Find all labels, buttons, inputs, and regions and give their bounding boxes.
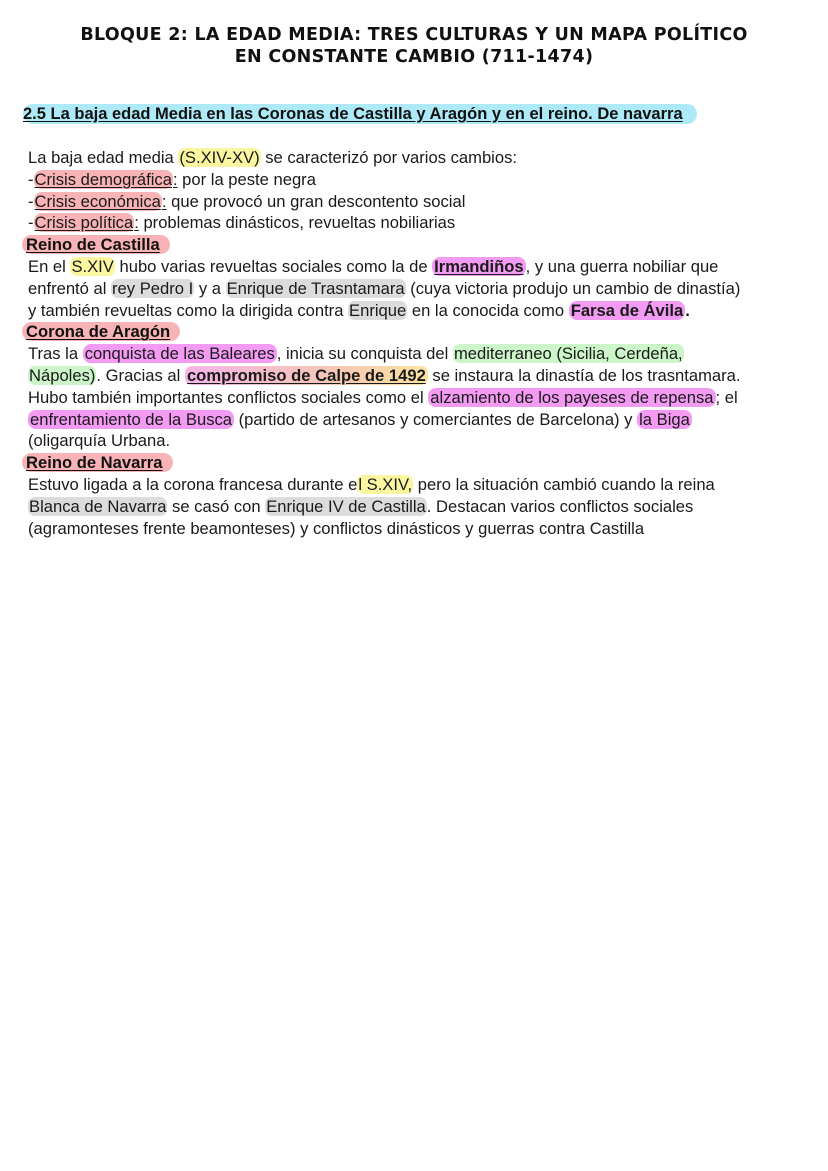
aragon-line-3 bbox=[28, 387, 818, 409]
text: en la conocida como bbox=[407, 300, 569, 320]
highlight-enrique-iv: Enrique IV de Castilla bbox=[266, 496, 426, 516]
crisis-item-demografica bbox=[28, 169, 818, 191]
section-heading bbox=[23, 105, 697, 124]
text: (oligarquía Urbana. bbox=[28, 431, 171, 451]
text: . Destacan varios conflictos sociales bbox=[426, 496, 694, 516]
text: se instaura la dinastía de los trasntamara. bbox=[427, 365, 741, 385]
text: se caracterizó por varios cambios: bbox=[260, 148, 518, 167]
highlight-baleares: conquista de las Baleares bbox=[84, 344, 275, 364]
highlight-napoles: Nápoles) bbox=[29, 365, 96, 385]
text: , inicia su conquista del bbox=[276, 344, 453, 364]
section-heading-text: 2.5 La baja edad Media en las Coronas de Castilla y Aragón y en el reino. De navarra bbox=[23, 104, 697, 124]
highlight-irmandinos: Irmandiños bbox=[434, 256, 524, 276]
title-line-2: EN CONSTANTE CAMBIO (711-1474) bbox=[234, 47, 594, 67]
colon: : bbox=[161, 191, 167, 211]
text: Hubo también importantes conflictos sociales como el bbox=[28, 387, 429, 407]
crisis-text: por la peste negra bbox=[177, 169, 316, 189]
heading-reino-navarra: Reino de Navarra bbox=[22, 453, 173, 472]
text: En el bbox=[28, 256, 71, 276]
text: se casó con bbox=[167, 496, 266, 516]
highlight-pedro-i: rey Pedro I bbox=[112, 278, 194, 298]
highlight-farsa-avila: Farsa de Ávila bbox=[570, 300, 684, 320]
text: Tras la bbox=[28, 344, 83, 364]
subheading-castilla bbox=[28, 234, 818, 256]
text: La baja edad media bbox=[28, 148, 179, 167]
text: , y una guerra nobiliar que bbox=[525, 256, 719, 276]
text: y a bbox=[194, 278, 226, 298]
navarra-line-3 bbox=[28, 518, 818, 540]
highlight-blanca-navarra: Blanca de Navarra bbox=[29, 496, 167, 516]
highlight-compromiso-calpe: compromiso de Calpe de 1492 bbox=[186, 365, 426, 385]
heading-reino-castilla: Reino de Castilla bbox=[22, 235, 170, 254]
text: Estuvo ligada a la corona francesa durante e bbox=[28, 474, 358, 494]
highlight-enrique-trastamara: Enrique de Trasntamara bbox=[226, 278, 405, 298]
title-line-1: BLOQUE 2: LA EDAD MEDIA: TRES CULTURAS Y UN MAPA POLÍTICO bbox=[80, 25, 748, 45]
text: (cuya victoria produjo un cambio de dinastía) bbox=[405, 278, 741, 298]
highlight-busca: enfrentamiento de la Busca bbox=[30, 409, 233, 429]
crisis-text: problemas dinásticos, revueltas nobiliarias bbox=[138, 213, 456, 233]
dash: - bbox=[28, 169, 34, 189]
navarra-line-2 bbox=[28, 496, 818, 518]
text: pero la situación cambió cuando la reina bbox=[413, 474, 715, 494]
crisis-item-economica bbox=[28, 191, 818, 213]
castilla-line-2 bbox=[28, 278, 818, 300]
dash: - bbox=[28, 191, 34, 211]
colon: : bbox=[134, 213, 139, 233]
heading-corona-aragon: Corona de Aragón bbox=[22, 322, 180, 341]
castilla-line-1 bbox=[28, 256, 818, 278]
crisis-label: Crisis política bbox=[34, 213, 134, 233]
navarra-line-1 bbox=[28, 474, 818, 496]
dash: - bbox=[28, 213, 34, 233]
text: enfrentó al bbox=[28, 278, 112, 298]
text: (agramonteses frente beamonteses) y conflictos dinásticos y guerras contra Castilla bbox=[28, 518, 645, 538]
text: y también revueltas como la dirigida contra bbox=[28, 300, 349, 320]
subheading-aragon bbox=[28, 321, 818, 343]
highlight-century: S.XIV bbox=[71, 256, 114, 276]
text: . bbox=[685, 300, 690, 320]
crisis-label: Crisis demográfica bbox=[34, 169, 172, 189]
aragon-line-4 bbox=[28, 409, 818, 431]
highlight-payeses-remensa: alzamiento de los payeses de repensa bbox=[430, 387, 714, 407]
crisis-label: Crisis económica bbox=[34, 191, 161, 211]
castilla-line-3 bbox=[28, 300, 818, 322]
aragon-line-2 bbox=[28, 365, 818, 387]
crisis-text: que provocó un gran descontento social bbox=[166, 191, 466, 211]
page-title bbox=[0, 24, 828, 68]
aragon-line-1 bbox=[28, 343, 818, 365]
crisis-item-politica bbox=[28, 212, 818, 234]
intro-line bbox=[28, 147, 818, 169]
highlight-biga: la Biga bbox=[639, 409, 690, 429]
text: . Gracias al bbox=[96, 365, 185, 385]
highlight-period: (S.XIV-XV) bbox=[179, 148, 260, 167]
document-body bbox=[28, 147, 818, 539]
highlight-enrique: Enrique bbox=[349, 300, 407, 320]
aragon-line-5 bbox=[28, 430, 818, 452]
subheading-navarra bbox=[28, 452, 818, 474]
highlight-mediterraneo: mediterraneo (Sicilia, Cerdeña, bbox=[453, 344, 683, 364]
colon: : bbox=[172, 169, 178, 189]
text: ; el bbox=[715, 387, 738, 407]
text: hubo varias revueltas sociales como la de bbox=[114, 256, 433, 276]
highlight-century: l S.XIV, bbox=[358, 474, 413, 494]
text: (partido de artesanos y comerciantes de Barcelona) y bbox=[234, 409, 638, 429]
